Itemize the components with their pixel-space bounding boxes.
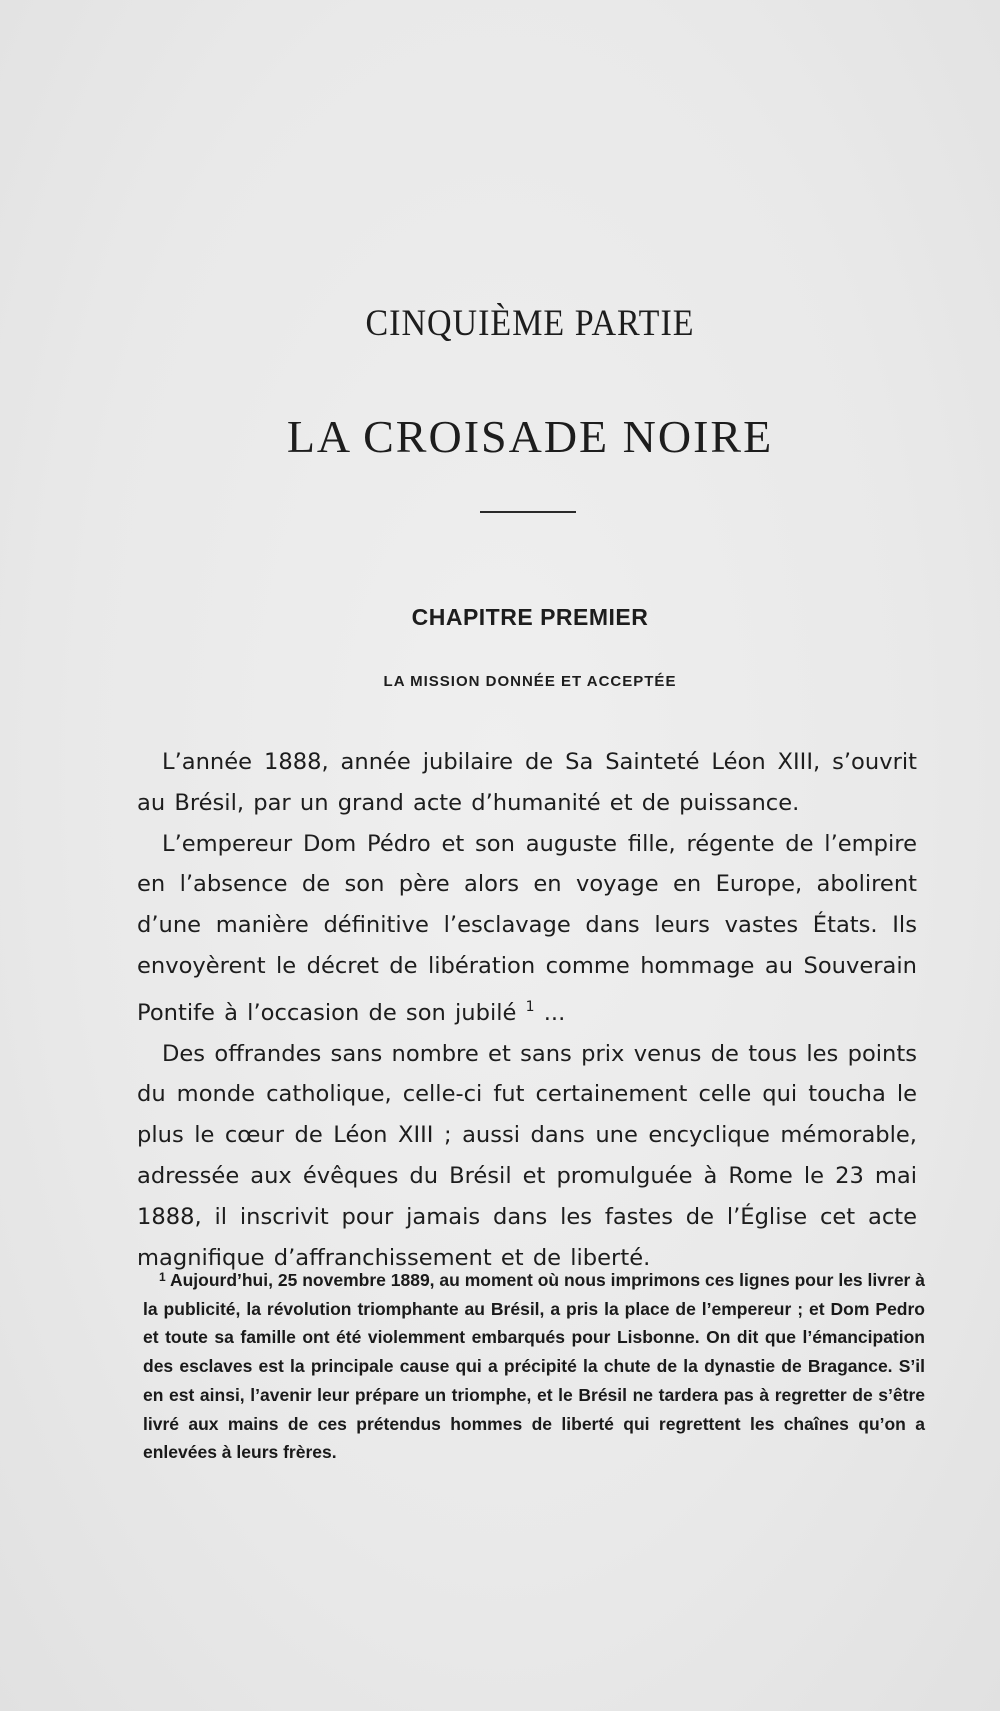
footnote-reference[interactable]: 1 <box>525 998 535 1015</box>
paragraph-text: L’empereur Dom Pédro et son auguste fille, régente de l’empire en l’absence de son père alors en voyage en Europe, abolirent d’une manière définitive l’esclavage dans leurs vastes États. Ils envoyèrent le décret de libération comme hommage au Souverain Pontife à l’occasion de son jubilé <box>137 830 917 1026</box>
chapter-subtitle: LA MISSION DONNÉE ET ACCEPTÉE <box>383 673 677 690</box>
paragraph-text: L’année 1888, année jubilaire de Sa Sainteté Léon XIII, s’ouvrit au Brésil, par un grand acte d’humanité et de puissance. <box>137 749 917 816</box>
paragraph <box>137 1034 917 1279</box>
part-title: CINQUIÈME PARTIE <box>365 303 695 344</box>
paragraph-tail: ... <box>534 999 566 1026</box>
paragraph <box>137 824 917 1034</box>
title-divider <box>480 511 576 513</box>
paragraph-text: Des offrandes sans nombre et sans prix venus de tous les points du monde catholique, celle-ci fut certainement celle qui toucha le plus le cœur de Léon XIII ; aussi dans une encyclique mémorable, adressée aux évêques du Brésil et promulguée à Rome le 23 mai 1888, il inscrivit pour jamais dans les fastes de l’Église cet acte magnifique d’affranchissement et de liberté. <box>137 1040 917 1271</box>
body-text <box>137 742 917 1278</box>
paragraph <box>137 742 917 824</box>
footnote-marker: 1 <box>159 1270 166 1284</box>
footnote-text: Aujourd’hui, 25 novembre 1889, au moment où nous imprimons ces lignes pour les livrer à la publicité, la révolution triomphante au Brésil, a pris la place de l’empereur ; et Dom Pedro et toute sa famille ont été violemment embarqués pour Lisbonne. On dit que l’émancipation des esclaves est la principale cause qui a précipité la chute de la dynastie de Bragance. S’il en est ainsi, l’avenir leur prépare un triomphe, et le Brésil ne tardera pas à regretter de s’être livré aux mains de ces prétendus hommes de liberté qui regrettent les chaînes qu’on a enlevées à leurs frères. <box>143 1270 925 1463</box>
main-title: LA CROISADE NOIRE <box>286 411 774 462</box>
footnote <box>143 1263 925 1467</box>
chapter-title: CHAPITRE PREMIER <box>411 604 649 630</box>
